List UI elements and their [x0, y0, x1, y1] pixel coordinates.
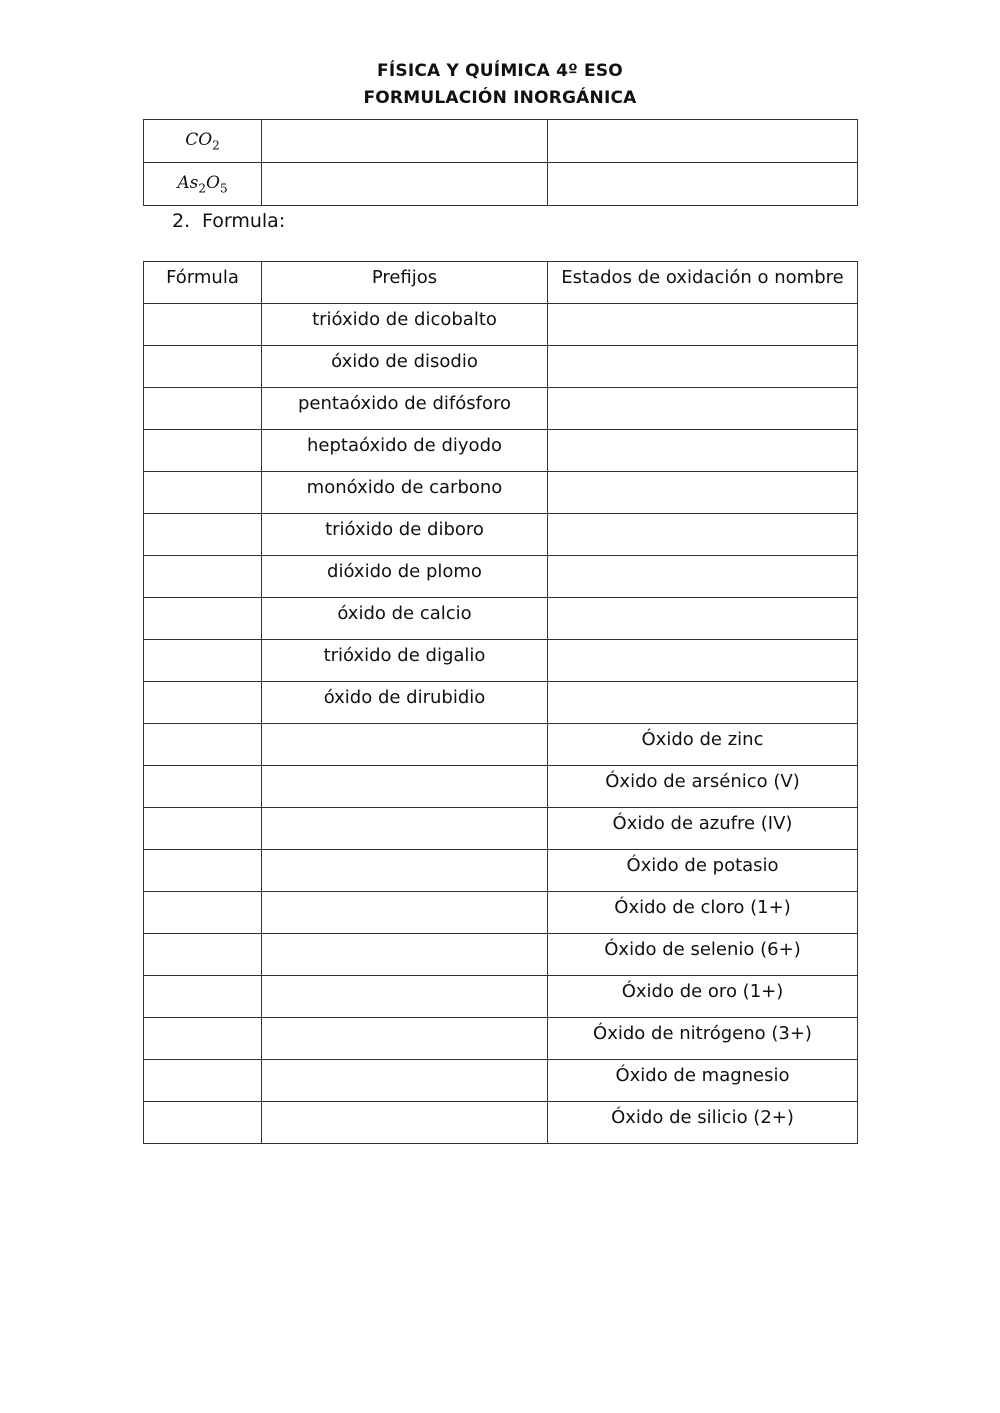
prefix-name-cell: dióxido de plomo [262, 556, 548, 598]
oxidation-answer-cell[interactable] [548, 346, 858, 388]
stock-name-cell: Óxido de magnesio [548, 1060, 858, 1102]
prefix-name-cell: trióxido de diboro [262, 514, 548, 556]
oxidation-answer-cell[interactable] [548, 682, 858, 724]
oxidation-answer-cell[interactable] [548, 556, 858, 598]
table-row [144, 1102, 858, 1144]
oxidation-answer-cell[interactable] [548, 304, 858, 346]
formula-answer-cell[interactable] [144, 766, 262, 808]
formula-cell: $CO_2$ [144, 120, 262, 163]
prefix-name-cell: heptaóxido de diyodo [262, 430, 548, 472]
prefix-answer-cell[interactable] [262, 976, 548, 1018]
table-row [144, 892, 858, 934]
formula-answer-cell[interactable] [144, 598, 262, 640]
stock-name-cell: Óxido de potasio [548, 850, 858, 892]
prefix-answer-cell[interactable] [262, 766, 548, 808]
formula-answer-cell[interactable] [144, 1018, 262, 1060]
oxidation-answer-cell[interactable] [548, 472, 858, 514]
prefix-answer-cell[interactable] [262, 850, 548, 892]
formulation-table [143, 261, 858, 1144]
formula-answer-cell[interactable] [144, 556, 262, 598]
formula-answer-cell[interactable] [144, 388, 262, 430]
table-row [144, 1018, 858, 1060]
formula-answer-cell[interactable] [144, 1060, 262, 1102]
page-subtitle: FORMULACIÓN INORGÁNICA [363, 88, 637, 108]
prefix-answer-cell[interactable] [262, 1060, 548, 1102]
formula-answer-cell[interactable] [144, 976, 262, 1018]
formula-answer-cell[interactable] [144, 850, 262, 892]
stock-name-cell: Óxido de oro (1+) [548, 976, 858, 1018]
formula-answer-cell[interactable] [144, 472, 262, 514]
answer-cell[interactable] [548, 120, 858, 163]
table-row [144, 388, 858, 430]
formula-answer-cell[interactable] [144, 808, 262, 850]
prefix-answer-cell[interactable] [262, 1018, 548, 1060]
table-row [144, 976, 858, 1018]
section-number: 2. [172, 210, 191, 232]
table-row [144, 598, 858, 640]
table-row [144, 304, 858, 346]
formula-answer-cell[interactable] [144, 682, 262, 724]
prefix-name-cell: óxido de disodio [262, 346, 548, 388]
formula-answer-cell[interactable] [144, 892, 262, 934]
prefix-name-cell: óxido de dirubidio [262, 682, 548, 724]
formula-answer-cell[interactable] [144, 514, 262, 556]
oxidation-answer-cell[interactable] [548, 514, 858, 556]
table-row [144, 724, 858, 766]
stock-name-cell: Óxido de zinc [548, 724, 858, 766]
stock-name-cell: Óxido de nitrógeno (3+) [548, 1018, 858, 1060]
prefix-answer-cell[interactable] [262, 808, 548, 850]
prefix-name-cell: trióxido de dicobalto [262, 304, 548, 346]
formula-cell: $As_2O_5$ [144, 163, 262, 206]
section-title: Formula: [202, 210, 286, 232]
header-formula: Fórmula [144, 262, 262, 304]
answer-cell[interactable] [548, 163, 858, 206]
header-oxidation-states: Estados de oxidación o nombre [548, 262, 858, 304]
formula-answer-cell[interactable] [144, 724, 262, 766]
formula-answer-cell[interactable] [144, 304, 262, 346]
table-row [144, 514, 858, 556]
page-title: FÍSICA Y QUÍMICA 4º ESO [377, 61, 623, 81]
stock-name-cell: Óxido de cloro (1+) [548, 892, 858, 934]
table-row [144, 850, 858, 892]
prefix-name-cell: pentaóxido de difósforo [262, 388, 548, 430]
table-row [144, 430, 858, 472]
oxides-naming-table [143, 119, 858, 206]
oxidation-answer-cell[interactable] [548, 388, 858, 430]
formula-answer-cell[interactable] [144, 346, 262, 388]
formula-answer-cell[interactable] [144, 430, 262, 472]
table-row [144, 472, 858, 514]
formula-answer-cell[interactable] [144, 1102, 262, 1144]
table-row [144, 766, 858, 808]
stock-name-cell: Óxido de azufre (IV) [548, 808, 858, 850]
table-row [144, 163, 858, 206]
table-row [144, 934, 858, 976]
table-header-row [144, 262, 858, 304]
table-row [144, 640, 858, 682]
table-row [144, 346, 858, 388]
prefix-name-cell: trióxido de digalio [262, 640, 548, 682]
table-row [144, 1060, 858, 1102]
oxidation-answer-cell[interactable] [548, 640, 858, 682]
header-prefixes: Prefijos [262, 262, 548, 304]
oxidation-answer-cell[interactable] [548, 430, 858, 472]
oxidation-answer-cell[interactable] [548, 598, 858, 640]
formula-answer-cell[interactable] [144, 640, 262, 682]
stock-name-cell: Óxido de arsénico (V) [548, 766, 858, 808]
table-row [144, 556, 858, 598]
answer-cell[interactable] [262, 120, 548, 163]
prefix-answer-cell[interactable] [262, 892, 548, 934]
stock-name-cell: Óxido de selenio (6+) [548, 934, 858, 976]
section-heading [172, 210, 285, 232]
prefix-answer-cell[interactable] [262, 724, 548, 766]
table-row [144, 682, 858, 724]
prefix-answer-cell[interactable] [262, 934, 548, 976]
stock-name-cell: Óxido de silicio (2+) [548, 1102, 858, 1144]
answer-cell[interactable] [262, 163, 548, 206]
prefix-name-cell: óxido de calcio [262, 598, 548, 640]
prefix-name-cell: monóxido de carbono [262, 472, 548, 514]
table-row [144, 808, 858, 850]
table-row [144, 120, 858, 163]
formula-answer-cell[interactable] [144, 934, 262, 976]
prefix-answer-cell[interactable] [262, 1102, 548, 1144]
